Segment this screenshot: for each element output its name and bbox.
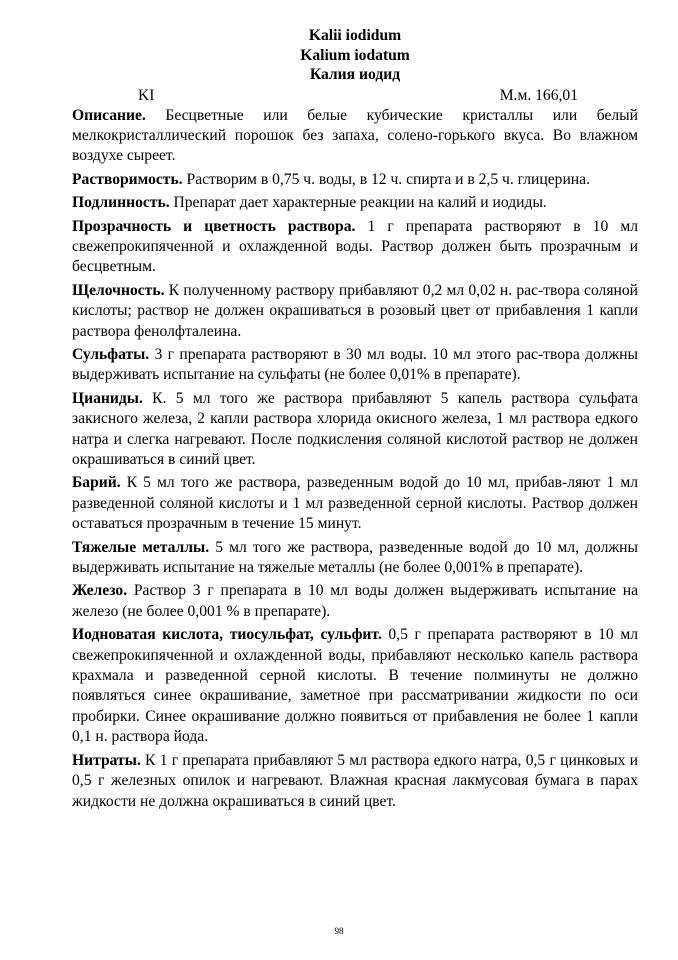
section-solubility xyxy=(72,170,638,190)
section-text: К. 5 мл того же раствора прибавляют 5 капель раствора сульфата закисного железа, 2 капли раствора хлорида окисного железа, 1 мл раствора едкого натра и слегка нагревают. После подкисления соляной кислотой раствор не должен окрашиваться в синий цвет. xyxy=(72,389,638,468)
section-barium xyxy=(72,473,638,534)
section-text: Бесцветные или белые кубические кристаллы или белый мелкокристаллический порошок без запаха, солено-горького вкуса. Во влажном воздухе сыреет. xyxy=(72,106,638,165)
section-text: К полученному раствору прибавляют 0,2 мл 0,02 н. рас-твора соляной кислоты; раствор не должен окрашиваться в розовый цвет от прибавления 1 капли раствора фенолфталеина. xyxy=(72,281,638,340)
section-text: Раствор 3 г препарата в 10 мл воды должен выдерживать испытание на железо (не более 0,001 % в препарате). xyxy=(72,582,638,620)
section-heading: Растворимость. xyxy=(72,170,183,188)
section-alkalinity xyxy=(72,281,638,342)
section-heading: Железо. xyxy=(72,582,128,600)
section-iodic-acid xyxy=(72,625,638,747)
title-latin-1: Kalii iodidum xyxy=(308,27,402,44)
section-heading: Описание. xyxy=(72,106,146,124)
section-text: 5 мл того же раствора, разведенные водой до 10 мл, должны выдерживать испытание на тяжелые металлы (не более 0,001% в препарате). xyxy=(72,538,638,577)
section-heading: Барий. xyxy=(72,474,121,492)
section-heading: Нитраты. xyxy=(72,751,141,769)
document-page xyxy=(72,26,638,815)
section-text: К 1 г препарата прибавляют 5 мл раствора едкого натра, 0,5 г цинковых и 0,5 г железных опилок и нагревают. Влажная красная лакмусовая бумага в парах жидкости не должна окрашиваться в синий цвет. xyxy=(72,751,638,810)
section-iron xyxy=(72,581,638,622)
section-text: 1 г препарата растворяют в 10 мл свежепрокипяченной и охлажденной воды. Раствор должен быть прозрачным и бесцветным. xyxy=(72,217,638,276)
formula-row xyxy=(72,86,638,106)
section-heading: Сульфаты. xyxy=(72,345,150,363)
chemical-formula: KI xyxy=(138,86,155,104)
section-heading: Щелочность. xyxy=(72,281,165,299)
title-latin-2: Kalium iodatum xyxy=(300,46,410,64)
section-heading: Прозрачность и цветность раствора. xyxy=(72,217,356,235)
section-heading: Тяжелые металлы. xyxy=(72,538,210,556)
page-number: 98 xyxy=(334,926,344,936)
section-nitrates xyxy=(72,751,638,812)
title-russian: Калия иодид xyxy=(309,66,401,83)
section-identity xyxy=(72,193,638,213)
section-text: Растворим в 0,75 ч. воды, в 12 ч. спирта и в 2,5 ч. глицерина. xyxy=(182,170,590,188)
section-text: 3 г препарата растворяют в 30 мл воды. 10 мл этого рас-твора должны выдерживать испытание на сульфаты (не более 0,01% в препарате). xyxy=(72,345,638,384)
molecular-mass: М.м. 166,01 xyxy=(499,86,578,104)
section-text: К 5 мл того же раствора, разведенным водой до 10 мл, прибав-ляют 1 мл разведенной соляной кислоты и 1 мл разведенной серной кислоты. Раствор должен оставаться прозрачным в течение 15 минут. xyxy=(72,474,638,533)
section-sulfates xyxy=(72,345,638,386)
section-cyanides xyxy=(72,389,638,471)
section-heavy-metals xyxy=(72,538,638,579)
section-text: Препарат дает характерные реакции на калий и иодиды. xyxy=(169,194,547,212)
section-heading: Подлинность. xyxy=(72,194,170,212)
section-description xyxy=(72,106,638,167)
section-text: 0,5 г препарата растворяют в 10 мл свежепрокипяченной и охлажденной воды, прибавляют несколько капель раствора крахмала и разведенной серной кислоты. В течение полминуты не должно появляться синее окрашивание, заметное при рассматривании жидкости по оси пробирки. Синее окрашивание должно появиться от прибавления не более 1 капли 0,1 н. раствора йода. xyxy=(72,626,638,746)
section-heading: Цианиды. xyxy=(72,389,143,407)
section-clarity-color xyxy=(72,217,638,278)
section-heading: Иодноватая кислота, тиосульфат, сульфит. xyxy=(72,626,382,644)
